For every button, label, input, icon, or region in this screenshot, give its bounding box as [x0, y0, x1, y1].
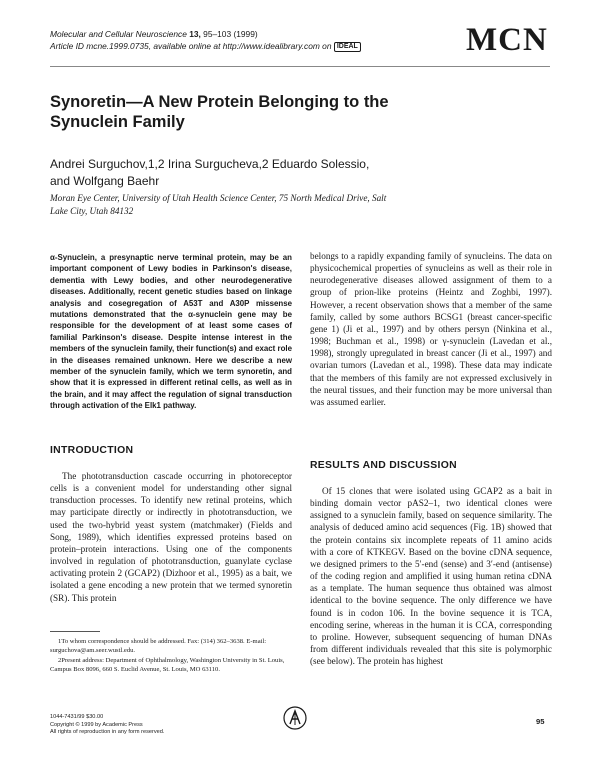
article-id-line: [50, 40, 430, 52]
results-heading: RESULTS AND DISCUSSION: [310, 460, 457, 471]
academic-press-logo-icon: [283, 706, 307, 730]
ideal-logo: IDEAL: [334, 42, 361, 52]
journal-volume: 13,: [189, 29, 201, 39]
author-list: Andrei Surguchov,1,2 Irina Surgucheva,2 Eduardo Solessio, and Wolfgang Baehr: [50, 157, 370, 188]
footnotes: [50, 637, 292, 675]
page-number: 95: [536, 717, 545, 726]
header-divider: [50, 66, 550, 67]
footnote-2: 2Present address: Department of Ophthalmology, Washington University in St. Louis, Campus Box 8096, 660 S. Euclid Avenue, St. Louis, MO 63110.: [50, 657, 285, 673]
journal-name: Molecular and Cellular Neuroscience: [50, 29, 187, 39]
introduction-paragraph: The phototransduction cascade occurring in photoreceptor cells is a convenient model for understanding other signal transduction processes. To identify new retinal proteins, which may participate directly or indirectly in phototransduction, we used the two-hybrid yeast system (matchmaker) (Fields and Song, 1989), which identifies expressed proteins based on protein–protein interactions. Using one of the components involved in regulation of phototransduction, guanylate cyclase activating protein 2 (GCAP2) (Dizhoor et al., 1995) as a bait, we isolated a gene encoding a new protein that we termed synoretin (SR). This protein: [50, 471, 292, 603]
journal-citation: [50, 28, 430, 40]
abstract: α-Synuclein, a presynaptic nerve terminal protein, may be an important component of Lewy bodies in Parkinson's disease, dementia with Lewy bodies, and other neurodegenerative diseases. Additionally, recent genetic studies based on linkage analysis and cosegregation of A53T and A30P missense mutations demonstrated that the α-synuclein gene may be responsible for the development of at least some cases of familial Parkinson's disease. Despite intense interest in the members of the synuclein family, their function(s) and exact role in the diseases remained unknown. Here we describe a new member of the synuclein family, which we term synoretin, and show that it is expressed in different retinal cells, as well as in the brain, and it may affect the regulation of signal transduction through activation of the Elk1 pathway.: [50, 253, 292, 411]
mcn-journal-logo: MCN: [466, 22, 548, 58]
rights-line: All rights of reproduction in any form reserved.: [50, 729, 165, 736]
introduction-body: [50, 470, 292, 604]
results-paragraph: Of 15 clones that were isolated using GCAP2 as a bait in binding domain vector pAS2–1, two identical clones were assigned to a synuclein family, based on sequence similarity. The analysis of deduced amino acid sequences (Fig. 1B) showed that the protein contains six incomplete repeats of 11 amino acids with a core of KTKEGV. Based on the bovine cDNA sequence, we designed primers to the 5′-end (sense) and 3′-end (antisense) of the coding region and amplified it using human retina cDNA as a template. The human sequence thus obtained was almost identical to the bovine sequence. The only difference we have found is in codon 106. In the bovine sequence it is TCA, encoding serine, whereas in the human it is CCA, corresponding to proline. However, subsequent sequencing of human DNAs from different individuals revealed that this site is polymorphic (see below). The protein has highest: [310, 486, 552, 667]
introduction-heading: INTRODUCTION: [50, 445, 134, 456]
intro-continuation-paragraph: belongs to a rapidly expanding family of synucleins. The data on physicochemical properties of synucleins as well as their role in neurodegenerative diseases allowed assignment of them to a group of prion-like proteins (Heintz and Zoghbi, 1997). However, a recent observation shows that a member of the same family, called by some authors BCSG1 (breast cancer-specific gene 1) (Ji et al., 1997) and by others persyn (Ninkina et al., 1998; Buchman et al., 1998) or γ-synuclein (Lavedan et al., 1998), strongly upregulated in breast cancer (Ji et al., 1997) and ovarian tumors (Lavedan et al., 1998). These data may indicate that the members of this family are not expressed exclusively in the neural tissues, and their function may be more universal than was assumed earlier.: [310, 251, 552, 407]
copyright-line: Copyright © 1999 by Academic Press: [50, 721, 143, 728]
article-title: Synoretin—A New Protein Belonging to the Synuclein Family: [50, 93, 389, 131]
copyright-notice: [50, 714, 250, 737]
footnote-1: 1To whom correspondence should be addressed. Fax: (314) 362–3638. E-mail: surguchova@am.seer.wustl.edu.: [50, 638, 267, 654]
journal-pages: 95–103 (1999): [203, 29, 258, 39]
intro-continuation: [310, 250, 552, 408]
journal-header: [50, 28, 430, 52]
issn-price: 1044-7431/99 $30.00: [50, 714, 104, 720]
footnote-divider: [50, 631, 100, 632]
article-id-text: Article ID mcne.1999.0735, available online at http://www.idealibrary.com on: [50, 41, 332, 51]
results-body: [310, 485, 552, 667]
affiliation: Moran Eye Center, University of Utah Health Science Center, 75 North Medical Drive, Salt Lake City, Utah 84132: [50, 193, 387, 216]
